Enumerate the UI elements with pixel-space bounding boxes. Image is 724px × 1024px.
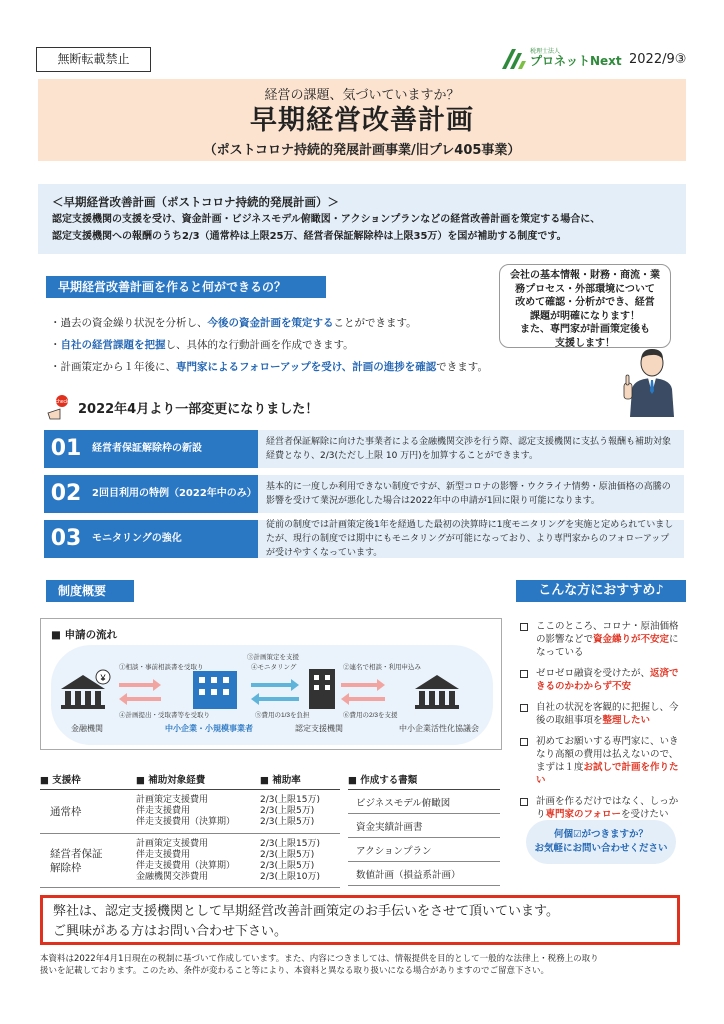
checklist-item: ゼロゼロ融資を受けたが、返済できるのかわからず不安 — [520, 667, 686, 693]
yen-icon: ¥ — [100, 673, 106, 683]
row-title: 2回目利用の特例（2022年中のみ） — [88, 475, 258, 513]
intro-box — [38, 184, 686, 254]
cta-line: 弊社は、認定支援機関として早期経営改善計画策定のお手伝いをさせて頂いています。 — [53, 904, 559, 919]
hero-subtitle2: （ポストコロナ持続的発展計画事業/旧プレ405事業） — [203, 143, 521, 158]
sme-label: 中小企業・小規模事業者 — [165, 724, 253, 733]
sme-building-icon — [193, 671, 237, 709]
documents-table — [348, 770, 500, 886]
table-row: 数値計画（損益系計画） — [348, 862, 500, 886]
pronet-logo-icon — [500, 45, 526, 71]
council-icon — [415, 675, 459, 709]
flow-step-5: ⑤費用の1/3を負担 — [255, 712, 310, 719]
benefit-list — [50, 312, 520, 378]
bubble-line: 支援します！ — [555, 337, 615, 349]
bubble-line: また、専門家が計画策定後も — [520, 324, 650, 335]
contact-cta — [40, 895, 680, 945]
contact-cloud — [526, 820, 676, 864]
bubble-line: 課題が明確になります！ — [530, 310, 640, 322]
checkbox-icon — [520, 623, 528, 631]
support-building-icon — [309, 669, 335, 709]
page-title: 早期経営改善計画 — [250, 105, 474, 136]
change-row-02 — [44, 475, 684, 513]
issue-date: 2022/9③ — [629, 52, 687, 67]
flow-step-3b: ④モニタリング — [251, 664, 297, 671]
speech-bubble — [499, 264, 671, 348]
bubble-line: 改めて確認・分析ができ、経営 — [515, 297, 655, 308]
change-row-03 — [44, 520, 684, 558]
flow-step-6: ⑥費用の2/3を支援 — [343, 712, 398, 719]
checklist-item: ここのところ、コロナ・原油価格の影響などで資金繰りが不安定になっている — [520, 620, 686, 659]
disclaimer-line: 扱いを記載しております。このため、条件が変わること等により、本資料と異なる取り扱いになる場合がありますのでご留意下さい。 — [40, 966, 549, 976]
row-title: 経営者保証解除枠の新設 — [88, 430, 258, 468]
arrow-right-icon — [251, 679, 299, 691]
checkbox-icon — [520, 704, 528, 712]
benefit-item: ・過去の資金繰り状況を分析し、今後の資金計画を策定することができます。 — [50, 317, 417, 329]
arrow-right-icon — [341, 679, 385, 691]
disclaimer — [40, 953, 688, 977]
benefit-item: ・自社の経営課題を把握し、具体的な行動計画を作成できます。 — [50, 339, 354, 351]
svg-text:check: check — [55, 399, 69, 405]
flow-heading: ■ 申請の流れ — [51, 629, 118, 641]
table-row: 通常枠 計画策定支援費用 伴走支援費用 伴走支援費用（決算期） 2/3(上限15万) 2/3(上限5万) 2/3(上限5万) — [40, 790, 340, 834]
flow-step-2: ②連名で相談・利用申込み — [343, 664, 421, 671]
benefit-item: ・計画策定から１年後に、専門家によるフォローアップを受け、計画の進捗を確認できます。 — [50, 361, 488, 373]
flow-step-1: ①相談・事前相談書を受取り — [119, 664, 204, 671]
hero-subtitle: 経営の課題、気づいていますか？ — [264, 88, 460, 103]
checklist-item: 初めてお願いする専門家に、いきなり高額の費用は払えないので、まずは１度お試しで計画を作りたい — [520, 735, 686, 787]
businessman-illustration-icon — [618, 345, 680, 417]
intro-line2: 認定支援機関への報酬のうち2/3（通常枠は上限25万、経営者保証解除枠は上限35万）を国が補助する制度です。 — [52, 231, 567, 242]
flow-step-4: ④計画提出・受取書等を受取り — [119, 712, 210, 719]
row-description: 基本的に一度しか利用できない制度ですが、新型コロナの影響・ウクライナ情勢・原油価格の高騰の影響を受けて業況が悪化した場合は2022年中の申請が1回に限り可能になります。 — [258, 475, 684, 513]
flow-step-3a: ③計画策定を支援 — [247, 654, 299, 661]
checkbox-icon — [520, 798, 528, 806]
council-label: 中小企業活性化協議会 — [399, 724, 479, 733]
bank-label: 金融機関 — [71, 724, 103, 733]
cta-line: ご興味がある方はお問い合わせ下さい。 — [53, 924, 288, 939]
bubble-line: 務プロセス・外部環境について — [515, 283, 655, 295]
cloud-line: お気軽にお問い合わせください — [534, 843, 668, 854]
change-heading: 2022年4月より一部変更になりました！ — [78, 401, 319, 417]
section-what-can-do: 早期経営改善計画を作ると何ができるの？ — [46, 276, 326, 298]
support-table — [40, 770, 340, 888]
table-row: アクションプラン — [348, 838, 500, 862]
table-row: 資金実績計画書 — [348, 814, 500, 838]
disclaimer-line: 本資料は2022年4月1日現在の税制に基づいて作成しています。また、内容につきましては、情報提供を目的として一般的な法律上・税務上の取り — [40, 954, 599, 964]
section-recommended: こんな方におすすめ♪ — [516, 580, 686, 602]
cloud-line: 何個☑がつきますか？ — [553, 829, 649, 840]
table-row: 経営者保証 解除枠 計画策定支援費用 伴走支援費用 伴走支援費用（決算期） 金融機関交渉費用 2/3(上限15万) 2/3(上限5万) 2/3(上限5万) 2/3(上限10万) — [40, 834, 340, 888]
arrow-left-icon — [341, 693, 385, 705]
intro-line1: 認定支援機関の支援を受け、資金計画・ビジネスモデル俯瞰図・アクションプランなどの経営改善計画を策定する場合に、 — [52, 214, 601, 225]
change-notice — [46, 393, 318, 421]
checkbox-icon — [520, 670, 528, 678]
table-header: ■ 作成する書類 — [348, 770, 500, 790]
checklist-item: 計画を作るだけではなく、しっかり専門家のフォローを受けたい — [520, 795, 686, 821]
bubble-line: 会社の基本情報・財務・商流・業 — [510, 270, 660, 281]
table-row: ビジネスモデル俯瞰図 — [348, 790, 500, 814]
support-label: 認定支援機関 — [295, 724, 343, 733]
recommend-list — [520, 620, 686, 829]
logo-name: プロネットNext — [530, 54, 622, 68]
no-reproduction-notice: 無断転載禁止 — [36, 47, 151, 72]
arrow-left-icon — [251, 693, 299, 705]
pointing-hand-check-icon — [46, 393, 74, 421]
change-row-01 — [44, 430, 684, 468]
row-number: 01 — [44, 430, 88, 468]
row-description: 経営者保証解除に向けた事業者による金融機関交渉を行う際、認定支援機関に支払う報酬も補助対象経費となり、2/3(ただし上限 10 万円)を加算することができます。 — [258, 430, 684, 468]
row-number: 03 — [44, 520, 88, 558]
hero-banner — [38, 79, 686, 161]
arrow-right-icon — [119, 679, 161, 691]
row-title: モニタリングの強化 — [88, 520, 258, 558]
table-header: ■ 支援枠 ■ 補助対象経費 ■ 補助率 — [40, 770, 340, 790]
flow-diagram — [41, 619, 503, 751]
intro-heading: ＜早期経営改善計画（ポストコロナ持続的発展計画）＞ — [52, 195, 340, 209]
row-description: 従前の制度では計画策定後1年を経過した最初の決算時に1度モニタリングを実施と定められていましたが、現行の制度では期中にもモニタリングが可能になっており、より専門家からのフォローアップが受けやすくなっています。 — [258, 520, 684, 558]
application-flow — [40, 618, 502, 750]
section-overview: 制度概要 — [46, 580, 134, 602]
checklist-item: 自社の状況を客観的に把握し、今後の取組事項を整理したい — [520, 701, 686, 727]
arrow-left-icon — [119, 693, 161, 705]
company-logo — [500, 44, 622, 72]
row-number: 02 — [44, 475, 88, 513]
logo-small-text: 税理士法人 — [530, 48, 561, 55]
checkbox-icon — [520, 738, 528, 746]
